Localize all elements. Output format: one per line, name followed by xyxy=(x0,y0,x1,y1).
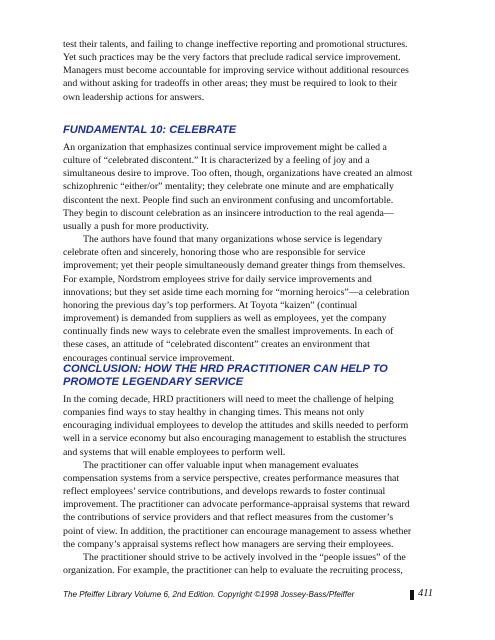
text-line: celebrate often and sincerely, honoring those who are responsible for service xyxy=(63,247,366,259)
text-line: and systems that will enable employees to perform well. xyxy=(63,446,286,458)
text-line: usually a push for more productivity. xyxy=(63,220,209,232)
text-line: improvement; yet their people simultaneously demand greater things from themselves. xyxy=(63,260,406,272)
text-line: reflect employees’ service contributions, and develops rewards to foster continual xyxy=(63,486,386,498)
text-line: compensation systems from a service perspective, creates performance measures that xyxy=(63,472,400,484)
text-line: the company’s appraisal systems reflect how managers are serving their employees. xyxy=(63,538,394,550)
section-heading-celebrate xyxy=(63,124,443,137)
section-celebrate-body xyxy=(63,141,441,365)
text-line: continually finds new ways to celebrate even the smallest improvements. In each of xyxy=(63,326,394,338)
text-line: encouraging individual employees to develop the attitudes and skills needed to perform xyxy=(63,420,409,432)
text-line: point of view. In addition, the practitioner can encourage management to assess whether xyxy=(63,525,412,537)
text-line: An organization that emphasizes continual service improvement might be called a xyxy=(63,142,387,153)
heading-text: CONCLUSION: HOW THE HRD PRACTITIONER CAN HELP TO xyxy=(63,363,388,375)
text-line: innovations; but they set aside time each morning for “morning heroics”—a celebration xyxy=(63,286,410,298)
text-line: test their talents, and failing to change ineffective reporting and promotional structures. xyxy=(63,39,408,50)
text-line: Yet such practices may be the very factors that preclude radical service improvement. xyxy=(63,52,401,64)
paragraph xyxy=(63,393,441,459)
text-line: encourages continual service improvement. xyxy=(63,352,235,364)
text-line: organization. For example, the practitioner can help to evaluate the recruiting process, xyxy=(63,565,403,577)
paragraph xyxy=(63,459,441,551)
text-line: For example, Nordstrom employees strive for daily service improvements and xyxy=(63,273,372,285)
text-line: and without asking for tradeoffs in other areas; they must be required to look to their xyxy=(63,78,398,90)
text-line: The authors have found that many organizations whose service is legendary xyxy=(83,234,383,246)
text-line: In the coming decade, HRD practitioners will need to meet the challenge of helping xyxy=(63,394,394,405)
text-line: The practitioner can offer valuable input when management evaluates xyxy=(83,459,359,471)
text-line: companies find ways to stay healthy in changing times. This means not only xyxy=(63,407,365,419)
text-line: The practitioner should strive to be actively involved in the “people issues” of the xyxy=(83,551,406,563)
text-line: They begin to discount celebration as an insincere introduction to the real agenda— xyxy=(63,207,394,219)
heading-text: FUNDAMENTAL 10: CELEBRATE xyxy=(63,124,237,136)
text-line: simultaneous desire to improve. Too often, though, organizations have created an almost xyxy=(63,168,413,180)
text-line: the contributions of service providers and that reflect measures from the customer’s xyxy=(63,512,394,524)
text-line: well in a service economy but also encouraging management to establish the structures xyxy=(63,433,407,445)
text-line: schizophrenic “either/or” mentality; they celebrate one minute and are emphatically xyxy=(63,181,394,193)
page-marker-icon xyxy=(410,590,414,600)
text-line: improvement. The practitioner can advocate performance-appraisal systems that reward xyxy=(63,499,410,511)
paragraph xyxy=(63,551,441,577)
paragraph xyxy=(63,141,441,233)
text-line: culture of “celebrated discontent.” It is characterized by a feeling of joy and a xyxy=(63,155,370,167)
text-line: Managers must become accountable for improving service without additional resources xyxy=(63,65,409,77)
text-line: these cases, an attitude of “celebrated discontent” creates an environment that xyxy=(63,339,370,351)
intro-paragraph xyxy=(63,38,441,104)
paragraph xyxy=(63,233,441,365)
text-line: own leadership actions for answers. xyxy=(63,91,205,103)
heading-text: PROMOTE LEGENDARY SERVICE xyxy=(63,376,244,389)
text-line: improvement) is demanded from suppliers as well as employees, yet the company xyxy=(63,313,387,325)
text-line: discontent the next. People find such an environment confusing and uncomfortable. xyxy=(63,194,394,206)
section-conclusion-body xyxy=(63,393,441,577)
page-number: 411 xyxy=(418,588,433,599)
text-line: honoring the previous day’s top performers. At Toyota “kaizen” (continual xyxy=(63,299,358,311)
footer-copyright: The Pfeiffer Library Volume 6, 2nd Edition. Copyright ©1998 Jossey-Bass/Pfeiffer xyxy=(63,590,355,599)
section-heading-conclusion xyxy=(63,363,443,390)
